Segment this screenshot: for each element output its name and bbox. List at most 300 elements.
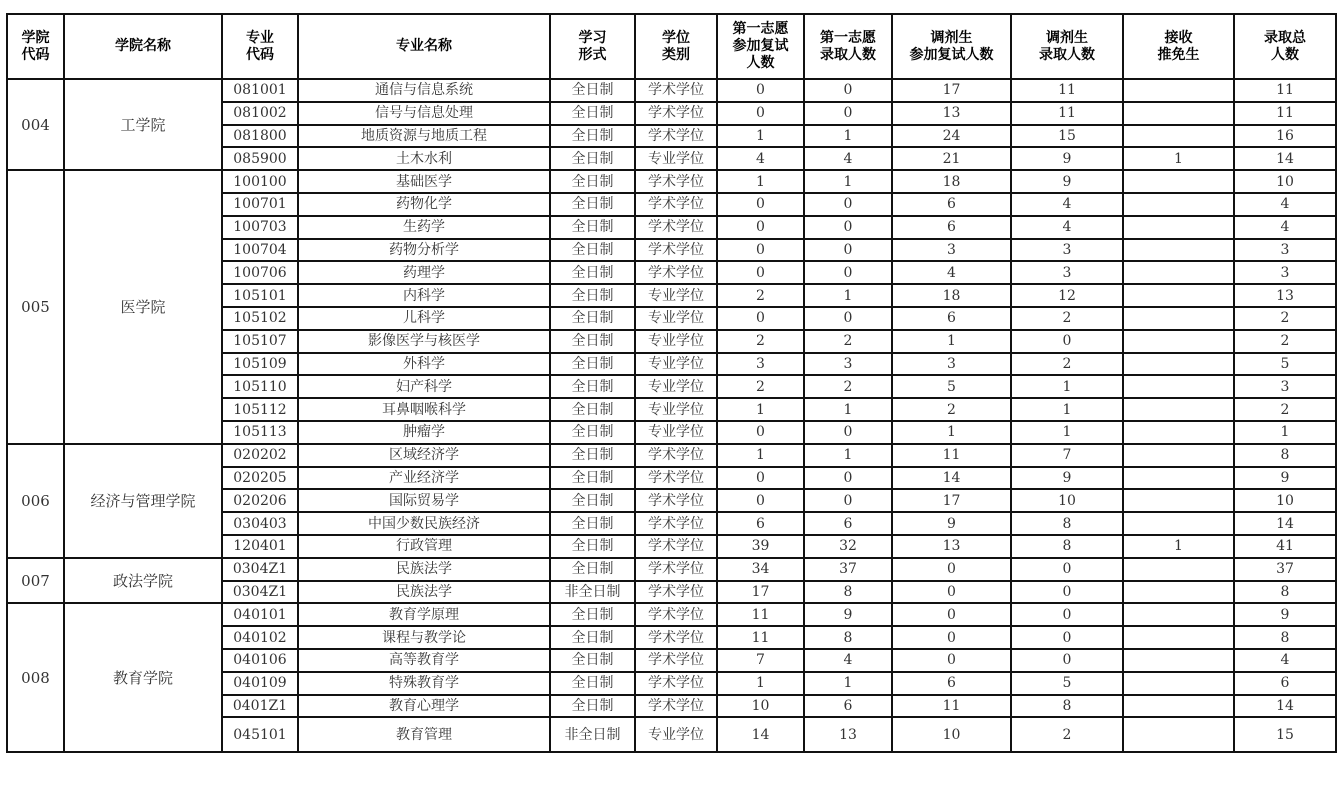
mode-cell: 全日制: [550, 330, 635, 353]
total-cell: 9: [1234, 603, 1336, 626]
header-major-code: [222, 14, 298, 79]
adj-retest-cell: 17: [892, 489, 1011, 512]
major-name-cell: 妇产科学: [298, 375, 550, 398]
total-cell: 11: [1234, 102, 1336, 125]
header-first-choice-retest: [717, 14, 804, 79]
header-line: 学位: [662, 29, 690, 46]
adj-retest-cell: 6: [892, 193, 1011, 216]
header-line: 接收: [1164, 29, 1193, 46]
exempt-cell: [1123, 649, 1234, 672]
exempt-cell: [1123, 125, 1234, 148]
admission-table: [6, 13, 1337, 753]
mode-cell: 全日制: [550, 512, 635, 535]
adj-admit-cell: 2: [1011, 307, 1123, 330]
adj-admit-cell: 11: [1011, 79, 1123, 102]
degree-cell: 专业学位: [635, 717, 717, 752]
major-code-cell: 105102: [222, 307, 298, 330]
mode-cell: 全日制: [550, 421, 635, 444]
table-body: [7, 79, 1336, 752]
first-admit-cell: 1: [804, 125, 892, 148]
degree-cell: 学术学位: [635, 444, 717, 467]
header-line: 录取人数: [1039, 46, 1095, 63]
major-name-cell: 基础医学: [298, 170, 550, 193]
first-admit-cell: 2: [804, 375, 892, 398]
major-code-cell: 020206: [222, 489, 298, 512]
first-retest-cell: 10: [717, 695, 804, 718]
first-admit-cell: 13: [804, 717, 892, 752]
first-retest-cell: 2: [717, 375, 804, 398]
major-code-cell: 100706: [222, 261, 298, 284]
total-cell: 14: [1234, 147, 1336, 170]
major-code-cell: 085900: [222, 147, 298, 170]
exempt-cell: [1123, 170, 1234, 193]
first-admit-cell: 0: [804, 467, 892, 490]
table-row: [7, 170, 1336, 193]
college-name-cell: 政法学院: [64, 558, 222, 604]
major-name-cell: 民族法学: [298, 581, 550, 604]
mode-cell: 全日制: [550, 125, 635, 148]
first-admit-cell: 0: [804, 239, 892, 262]
total-cell: 10: [1234, 170, 1336, 193]
degree-cell: 学术学位: [635, 102, 717, 125]
exempt-cell: [1123, 558, 1234, 581]
major-name-cell: 药物化学: [298, 193, 550, 216]
major-name-cell: 地质资源与地质工程: [298, 125, 550, 148]
header-line: 代码: [246, 46, 274, 63]
total-cell: 15: [1234, 717, 1336, 752]
total-cell: 8: [1234, 581, 1336, 604]
exempt-cell: [1123, 239, 1234, 262]
college-name-cell: 医学院: [64, 170, 222, 444]
major-name-cell: 生药学: [298, 216, 550, 239]
major-name-cell: 教育心理学: [298, 695, 550, 718]
adj-admit-cell: 10: [1011, 489, 1123, 512]
mode-cell: 非全日制: [550, 581, 635, 604]
first-retest-cell: 0: [717, 467, 804, 490]
adj-retest-cell: 0: [892, 649, 1011, 672]
header-college-name: [64, 14, 222, 79]
total-cell: 8: [1234, 626, 1336, 649]
first-admit-cell: 1: [804, 398, 892, 421]
degree-cell: 学术学位: [635, 672, 717, 695]
first-admit-cell: 0: [804, 307, 892, 330]
adj-retest-cell: 6: [892, 307, 1011, 330]
total-cell: 16: [1234, 125, 1336, 148]
table-row: [7, 603, 1336, 626]
adj-admit-cell: 1: [1011, 398, 1123, 421]
major-code-cell: 020202: [222, 444, 298, 467]
mode-cell: 全日制: [550, 649, 635, 672]
first-retest-cell: 0: [717, 102, 804, 125]
total-cell: 11: [1234, 79, 1336, 102]
mode-cell: 全日制: [550, 307, 635, 330]
adj-admit-cell: 2: [1011, 717, 1123, 752]
major-name-cell: 肿瘤学: [298, 421, 550, 444]
degree-cell: 专业学位: [635, 421, 717, 444]
first-admit-cell: 4: [804, 147, 892, 170]
mode-cell: 全日制: [550, 603, 635, 626]
total-cell: 5: [1234, 353, 1336, 376]
exempt-cell: [1123, 444, 1234, 467]
header-line: 代码: [21, 46, 50, 63]
header-line: 参加复试: [732, 38, 789, 54]
mode-cell: 全日制: [550, 535, 635, 558]
first-admit-cell: 1: [804, 444, 892, 467]
major-code-cell: 081800: [222, 125, 298, 148]
exempt-cell: [1123, 695, 1234, 718]
header-line: 录取总: [1264, 29, 1306, 46]
mode-cell: 全日制: [550, 558, 635, 581]
exempt-cell: [1123, 261, 1234, 284]
adj-admit-cell: 12: [1011, 284, 1123, 307]
header-line: 形式: [578, 46, 607, 63]
degree-cell: 学术学位: [635, 239, 717, 262]
total-cell: 3: [1234, 261, 1336, 284]
major-name-cell: 教育管理: [298, 717, 550, 752]
header-line: 录取人数: [820, 46, 876, 63]
adj-admit-cell: 3: [1011, 239, 1123, 262]
total-cell: 13: [1234, 284, 1336, 307]
header-line: 类别: [662, 46, 690, 63]
first-retest-cell: 39: [717, 535, 804, 558]
adj-admit-cell: 1: [1011, 421, 1123, 444]
first-admit-cell: 1: [804, 284, 892, 307]
total-cell: 37: [1234, 558, 1336, 581]
major-name-cell: 中国少数民族经济: [298, 512, 550, 535]
major-code-cell: 040109: [222, 672, 298, 695]
mode-cell: 全日制: [550, 489, 635, 512]
degree-cell: 专业学位: [635, 375, 717, 398]
adj-retest-cell: 6: [892, 672, 1011, 695]
first-retest-cell: 1: [717, 444, 804, 467]
header-line: 调剂生: [930, 29, 973, 46]
mode-cell: 全日制: [550, 467, 635, 490]
first-retest-cell: 17: [717, 581, 804, 604]
header-first-choice-admitted: [804, 14, 892, 79]
major-code-cell: 0304Z1: [222, 558, 298, 581]
major-code-cell: 045101: [222, 717, 298, 752]
total-cell: 9: [1234, 467, 1336, 490]
mode-cell: 全日制: [550, 147, 635, 170]
first-retest-cell: 1: [717, 398, 804, 421]
header-line: 学院: [21, 29, 50, 46]
first-admit-cell: 3: [804, 353, 892, 376]
first-admit-cell: 1: [804, 672, 892, 695]
major-name-cell: 产业经济学: [298, 467, 550, 490]
adj-retest-cell: 1: [892, 421, 1011, 444]
first-retest-cell: 0: [717, 261, 804, 284]
adj-retest-cell: 4: [892, 261, 1011, 284]
adj-admit-cell: 8: [1011, 512, 1123, 535]
degree-cell: 学术学位: [635, 603, 717, 626]
college-code-cell: 008: [7, 603, 64, 752]
table-row: [7, 79, 1336, 102]
adj-retest-cell: 11: [892, 444, 1011, 467]
first-retest-cell: 1: [717, 672, 804, 695]
major-code-cell: 120401: [222, 535, 298, 558]
exempt-cell: [1123, 421, 1234, 444]
first-retest-cell: 0: [717, 421, 804, 444]
major-name-cell: 信号与信息处理: [298, 102, 550, 125]
major-code-cell: 105101: [222, 284, 298, 307]
total-cell: 2: [1234, 307, 1336, 330]
major-name-cell: 教育学原理: [298, 603, 550, 626]
major-name-cell: 国际贸易学: [298, 489, 550, 512]
major-code-cell: 100701: [222, 193, 298, 216]
total-cell: 4: [1234, 193, 1336, 216]
adj-admit-cell: 0: [1011, 581, 1123, 604]
first-admit-cell: 2: [804, 330, 892, 353]
header-adjusted-admitted: [1011, 14, 1123, 79]
degree-cell: 学术学位: [635, 170, 717, 193]
mode-cell: 全日制: [550, 193, 635, 216]
degree-cell: 学术学位: [635, 467, 717, 490]
degree-cell: 学术学位: [635, 535, 717, 558]
exempt-cell: [1123, 581, 1234, 604]
degree-cell: 专业学位: [635, 307, 717, 330]
degree-cell: 学术学位: [635, 489, 717, 512]
adj-retest-cell: 17: [892, 79, 1011, 102]
mode-cell: 全日制: [550, 695, 635, 718]
major-name-cell: 土木水利: [298, 147, 550, 170]
mode-cell: 全日制: [550, 216, 635, 239]
first-admit-cell: 0: [804, 102, 892, 125]
degree-cell: 学术学位: [635, 649, 717, 672]
exempt-cell: [1123, 489, 1234, 512]
major-name-cell: 高等教育学: [298, 649, 550, 672]
exempt-cell: [1123, 193, 1234, 216]
degree-cell: 学术学位: [635, 79, 717, 102]
adj-admit-cell: 1: [1011, 375, 1123, 398]
major-name-cell: 儿科学: [298, 307, 550, 330]
adj-admit-cell: 3: [1011, 261, 1123, 284]
adj-retest-cell: 3: [892, 239, 1011, 262]
adj-retest-cell: 1: [892, 330, 1011, 353]
exempt-cell: [1123, 284, 1234, 307]
exempt-cell: [1123, 398, 1234, 421]
degree-cell: 学术学位: [635, 216, 717, 239]
exempt-cell: 1: [1123, 535, 1234, 558]
major-code-cell: 105113: [222, 421, 298, 444]
adj-admit-cell: 0: [1011, 649, 1123, 672]
first-admit-cell: 0: [804, 193, 892, 216]
major-name-cell: 影像医学与核医学: [298, 330, 550, 353]
header-line: 专业: [246, 29, 274, 46]
header-line: 调剂生: [1046, 29, 1088, 46]
college-code-cell: 007: [7, 558, 64, 604]
college-name-cell: 教育学院: [64, 603, 222, 752]
table-header-row: [7, 14, 1336, 79]
major-name-cell: 药理学: [298, 261, 550, 284]
adj-admit-cell: 8: [1011, 535, 1123, 558]
total-cell: 41: [1234, 535, 1336, 558]
adj-retest-cell: 0: [892, 558, 1011, 581]
adj-retest-cell: 21: [892, 147, 1011, 170]
adj-admit-cell: 0: [1011, 330, 1123, 353]
total-cell: 2: [1234, 398, 1336, 421]
college-code-cell: 006: [7, 444, 64, 558]
major-code-cell: 0401Z1: [222, 695, 298, 718]
adj-admit-cell: 5: [1011, 672, 1123, 695]
header-line: 人数: [1271, 46, 1299, 63]
exempt-cell: [1123, 467, 1234, 490]
total-cell: 14: [1234, 512, 1336, 535]
header-study-mode: [550, 14, 635, 79]
adj-admit-cell: 15: [1011, 125, 1123, 148]
adj-retest-cell: 14: [892, 467, 1011, 490]
major-name-cell: 行政管理: [298, 535, 550, 558]
major-name-cell: 区域经济学: [298, 444, 550, 467]
total-cell: 1: [1234, 421, 1336, 444]
degree-cell: 学术学位: [635, 261, 717, 284]
header-line: 专业名称: [396, 38, 452, 54]
mode-cell: 全日制: [550, 375, 635, 398]
first-retest-cell: 0: [717, 193, 804, 216]
degree-cell: 学术学位: [635, 125, 717, 148]
table-row: [7, 444, 1336, 467]
total-cell: 2: [1234, 330, 1336, 353]
header-line: 参加复试人数: [909, 46, 994, 63]
header-line: 人数: [746, 55, 775, 71]
major-code-cell: 030403: [222, 512, 298, 535]
first-retest-cell: 1: [717, 125, 804, 148]
header-exempt-received: [1123, 14, 1234, 79]
first-admit-cell: 0: [804, 216, 892, 239]
mode-cell: 全日制: [550, 398, 635, 421]
first-retest-cell: 0: [717, 489, 804, 512]
mode-cell: 全日制: [550, 626, 635, 649]
major-code-cell: 100100: [222, 170, 298, 193]
mode-cell: 全日制: [550, 284, 635, 307]
first-admit-cell: 4: [804, 649, 892, 672]
exempt-cell: [1123, 102, 1234, 125]
exempt-cell: [1123, 375, 1234, 398]
adj-retest-cell: 5: [892, 375, 1011, 398]
first-retest-cell: 11: [717, 626, 804, 649]
exempt-cell: [1123, 79, 1234, 102]
major-code-cell: 040102: [222, 626, 298, 649]
first-retest-cell: 0: [717, 307, 804, 330]
major-code-cell: 020205: [222, 467, 298, 490]
adj-retest-cell: 18: [892, 284, 1011, 307]
total-cell: 10: [1234, 489, 1336, 512]
adj-retest-cell: 13: [892, 102, 1011, 125]
header-line: 学院名称: [115, 38, 171, 54]
first-admit-cell: 0: [804, 79, 892, 102]
first-admit-cell: 0: [804, 489, 892, 512]
first-retest-cell: 2: [717, 284, 804, 307]
first-admit-cell: 8: [804, 581, 892, 604]
degree-cell: 专业学位: [635, 398, 717, 421]
first-retest-cell: 2: [717, 330, 804, 353]
major-name-cell: 外科学: [298, 353, 550, 376]
mode-cell: 全日制: [550, 170, 635, 193]
first-retest-cell: 11: [717, 603, 804, 626]
first-admit-cell: 0: [804, 261, 892, 284]
first-retest-cell: 6: [717, 512, 804, 535]
major-code-cell: 105107: [222, 330, 298, 353]
exempt-cell: [1123, 603, 1234, 626]
degree-cell: 专业学位: [635, 330, 717, 353]
major-code-cell: 105110: [222, 375, 298, 398]
first-admit-cell: 6: [804, 512, 892, 535]
exempt-cell: [1123, 330, 1234, 353]
major-code-cell: 040106: [222, 649, 298, 672]
adj-retest-cell: 13: [892, 535, 1011, 558]
first-retest-cell: 14: [717, 717, 804, 752]
degree-cell: 学术学位: [635, 558, 717, 581]
college-code-cell: 004: [7, 79, 64, 170]
header-line: 学习: [578, 29, 607, 46]
adj-admit-cell: 9: [1011, 467, 1123, 490]
first-admit-cell: 0: [804, 421, 892, 444]
first-retest-cell: 0: [717, 239, 804, 262]
adj-retest-cell: 6: [892, 216, 1011, 239]
header-total-admitted: [1234, 14, 1336, 79]
mode-cell: 全日制: [550, 239, 635, 262]
exempt-cell: [1123, 353, 1234, 376]
header-line: 第一志愿: [820, 29, 876, 46]
header-major-name: [298, 14, 550, 79]
college-name-cell: 工学院: [64, 79, 222, 170]
degree-cell: 学术学位: [635, 626, 717, 649]
adj-admit-cell: 0: [1011, 558, 1123, 581]
first-admit-cell: 32: [804, 535, 892, 558]
adj-admit-cell: 11: [1011, 102, 1123, 125]
degree-cell: 学术学位: [635, 512, 717, 535]
exempt-cell: [1123, 717, 1234, 752]
header-degree-type: [635, 14, 717, 79]
major-name-cell: 民族法学: [298, 558, 550, 581]
adj-retest-cell: 10: [892, 717, 1011, 752]
exempt-cell: [1123, 672, 1234, 695]
degree-cell: 学术学位: [635, 581, 717, 604]
adj-retest-cell: 11: [892, 695, 1011, 718]
mode-cell: 全日制: [550, 261, 635, 284]
first-admit-cell: 8: [804, 626, 892, 649]
mode-cell: 全日制: [550, 444, 635, 467]
major-code-cell: 105109: [222, 353, 298, 376]
degree-cell: 专业学位: [635, 147, 717, 170]
major-code-cell: 081001: [222, 79, 298, 102]
major-name-cell: 内科学: [298, 284, 550, 307]
adj-admit-cell: 9: [1011, 170, 1123, 193]
first-retest-cell: 34: [717, 558, 804, 581]
adj-admit-cell: 8: [1011, 695, 1123, 718]
total-cell: 4: [1234, 649, 1336, 672]
total-cell: 14: [1234, 695, 1336, 718]
adj-admit-cell: 4: [1011, 216, 1123, 239]
exempt-cell: [1123, 512, 1234, 535]
adj-admit-cell: 9: [1011, 147, 1123, 170]
adj-admit-cell: 7: [1011, 444, 1123, 467]
mode-cell: 全日制: [550, 672, 635, 695]
total-cell: 3: [1234, 239, 1336, 262]
first-admit-cell: 37: [804, 558, 892, 581]
exempt-cell: [1123, 216, 1234, 239]
major-code-cell: 105112: [222, 398, 298, 421]
header-adjusted-retest: [892, 14, 1011, 79]
first-retest-cell: 3: [717, 353, 804, 376]
exempt-cell: 1: [1123, 147, 1234, 170]
major-code-cell: 100703: [222, 216, 298, 239]
first-retest-cell: 7: [717, 649, 804, 672]
college-name-cell: 经济与管理学院: [64, 444, 222, 558]
mode-cell: 非全日制: [550, 717, 635, 752]
total-cell: 6: [1234, 672, 1336, 695]
header-line: 第一志愿: [732, 21, 789, 37]
first-retest-cell: 1: [717, 170, 804, 193]
